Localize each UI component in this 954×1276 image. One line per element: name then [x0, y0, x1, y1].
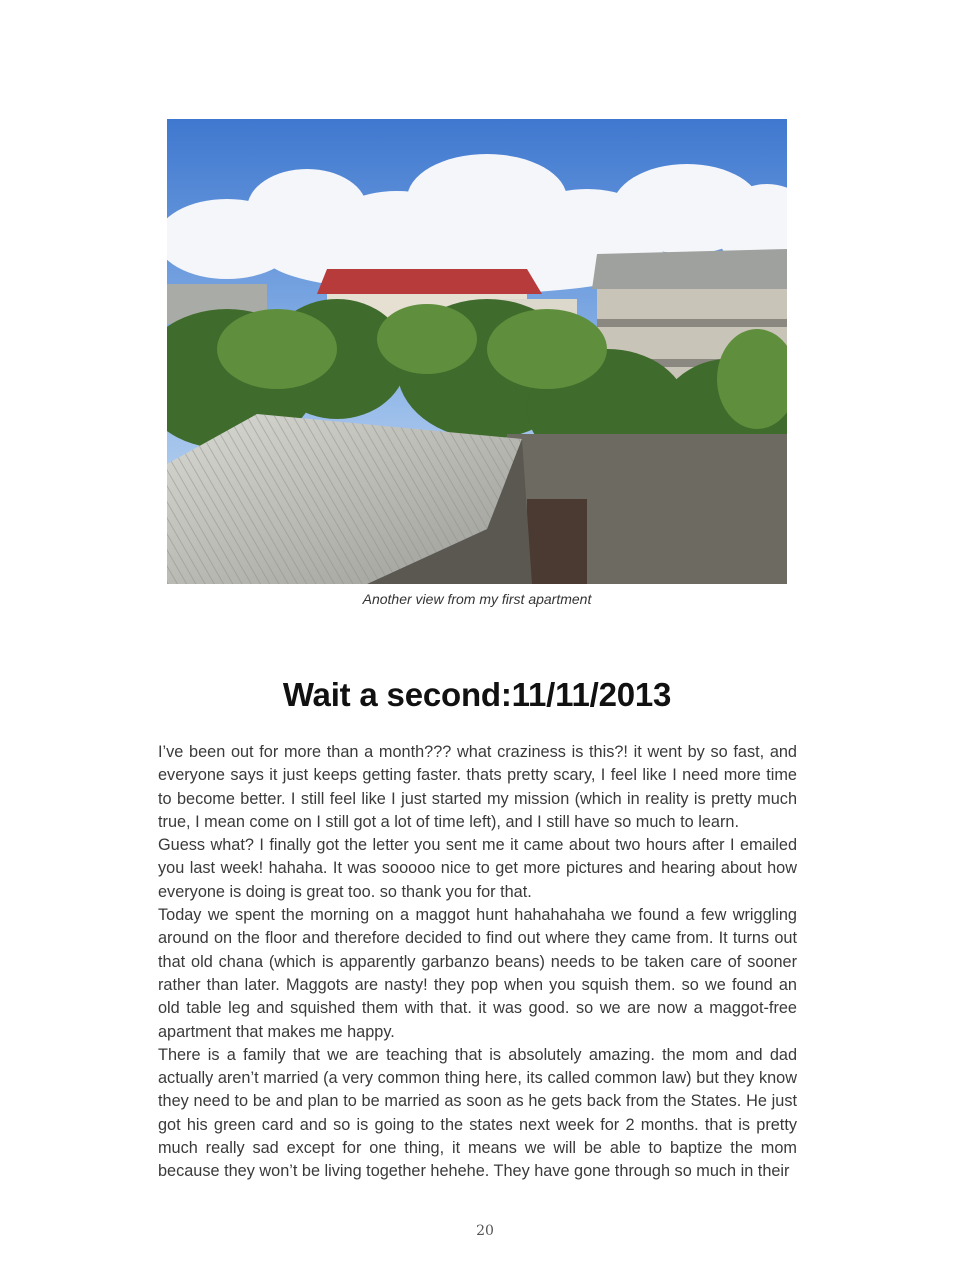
page-number: 20: [476, 1223, 494, 1239]
paragraph: Today we spent the morning on a maggot hunt hahahahaha we found a few wriggling around on the floor and therefore decided to find out where they came from. It turns out that old chana (which is apparently garbanzo beans) needs to be taken care of sooner rather than later. Maggots are nasty! they pop when you squish them. so we found an old table leg and squished them with that. it was good. so we are now a maggot-free apartment that makes me happy.: [158, 906, 797, 1041]
photo-rooftops-icon: [167, 119, 787, 584]
section-heading: Wait a second:11/11/2013: [282, 676, 672, 713]
paragraph: I’ve been out for more than a month??? what craziness is this?! it went by so fast, and everyone says it just keeps getting faster. thats pretty scary, I feel like I need more time to become better. I still feel like I just started my mission (which in reality is pretty much true, I mean come on I still got a lot of time left), and I still have so much to learn.: [158, 743, 797, 831]
paragraph: There is a family that we are teaching that is absolutely amazing. the mom and dad actually aren’t married (a very common thing here, its called common law) but they know they need to be and plan to be married as soon as he gets back from the States. He just got his green card and so is going to the states next week for 2 months. that is pretty much really sad except for one thing, it means we will be able to baptize the mom because they won’t be living together hehehe. They have gone through so much in their: [158, 1045, 797, 1181]
apartment-view-photo: [167, 119, 787, 584]
photo-caption: Another view from my first apartment: [362, 591, 592, 607]
journal-body: [158, 741, 797, 1184]
paragraph: Guess what? I finally got the letter you sent me it came about two hours after I emailed you last week! hahaha. It was sooooo nice to get more pictures and hearing about how everyone is doing is great too. so thank you for that.: [158, 836, 797, 901]
